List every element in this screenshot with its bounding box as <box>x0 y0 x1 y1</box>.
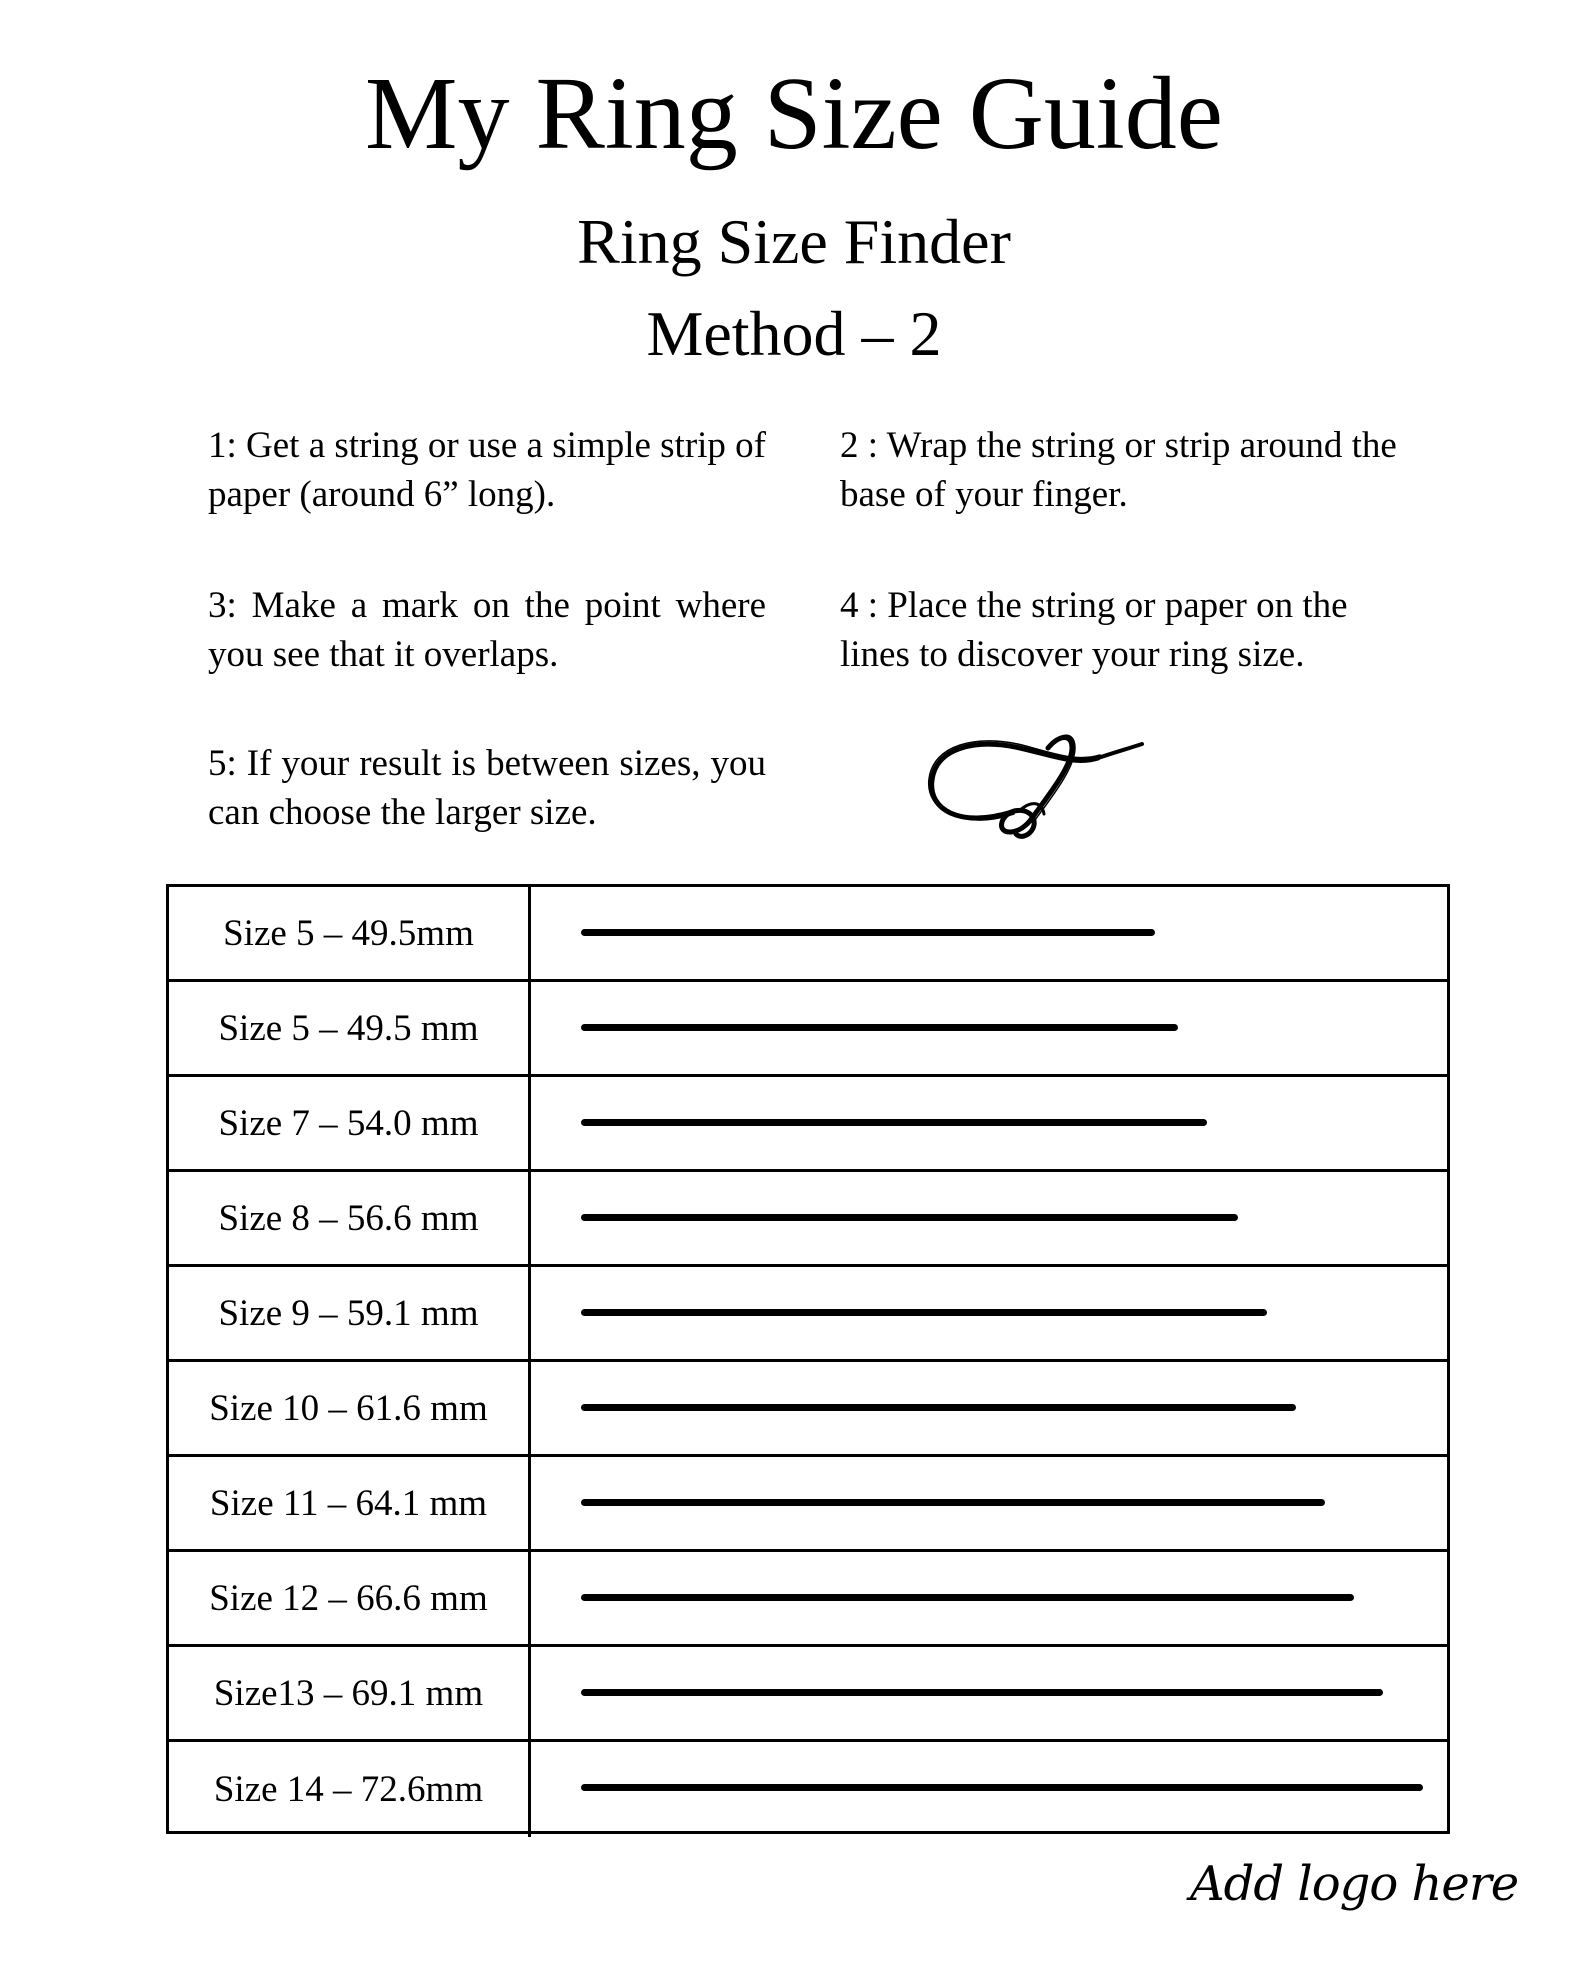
knotted-string-icon <box>920 730 1145 848</box>
size-measure-line <box>581 1404 1296 1411</box>
size-row <box>169 887 1447 982</box>
size-measure-line <box>581 1214 1238 1221</box>
step-4: 4 : Place the string or paper on the lines to discover your ring size. <box>840 585 1348 675</box>
size-row <box>169 1647 1447 1742</box>
size-label: Size 12 – 66.6 mm <box>169 1552 531 1644</box>
size-measure-line <box>581 1499 1325 1506</box>
page-subtitle: Ring Size Finder <box>577 206 1011 277</box>
size-measure-line <box>581 1689 1383 1696</box>
size-label: Size 11 – 64.1 mm <box>169 1457 531 1549</box>
size-row <box>169 1457 1447 1552</box>
size-row <box>169 1172 1447 1267</box>
size-measure-line <box>581 1024 1178 1031</box>
size-label: Size 14 – 72.6mm <box>169 1742 531 1837</box>
step-2: 2 : Wrap the string or strip around the base of your finger. <box>840 425 1397 515</box>
size-label: Size 5 – 49.5mm <box>169 887 531 979</box>
step-1: 1: Get a string or use a simple strip of paper (around 6” long). <box>208 425 766 515</box>
step-5: 5: If your result is between sizes, you can choose the larger size. <box>208 743 766 833</box>
size-row <box>169 1267 1447 1362</box>
size-measure-line <box>581 1784 1423 1791</box>
size-label: Size 8 – 56.6 mm <box>169 1172 531 1264</box>
size-label: Size 10 – 61.6 mm <box>169 1362 531 1454</box>
logo-placeholder: Add logo here <box>1190 1856 1519 1912</box>
method-label: Method – 2 <box>646 298 942 369</box>
ring-size-chart <box>166 884 1450 1834</box>
size-row <box>169 1742 1447 1837</box>
size-row <box>169 1077 1447 1172</box>
size-row <box>169 1552 1447 1647</box>
size-label: Size 9 – 59.1 mm <box>169 1267 531 1359</box>
step-3: 3: Make a mark on the point where you see that it overlaps. <box>208 585 766 675</box>
size-label: Size13 – 69.1 mm <box>169 1647 531 1739</box>
size-row <box>169 1362 1447 1457</box>
size-measure-line <box>581 1309 1267 1316</box>
size-label: Size 7 – 54.0 mm <box>169 1077 531 1169</box>
size-measure-line <box>581 1119 1207 1126</box>
size-row <box>169 982 1447 1077</box>
size-measure-line <box>581 929 1155 936</box>
size-measure-line <box>581 1594 1354 1601</box>
page-title: My Ring Size Guide <box>365 56 1223 171</box>
size-label: Size 5 – 49.5 mm <box>169 982 531 1074</box>
